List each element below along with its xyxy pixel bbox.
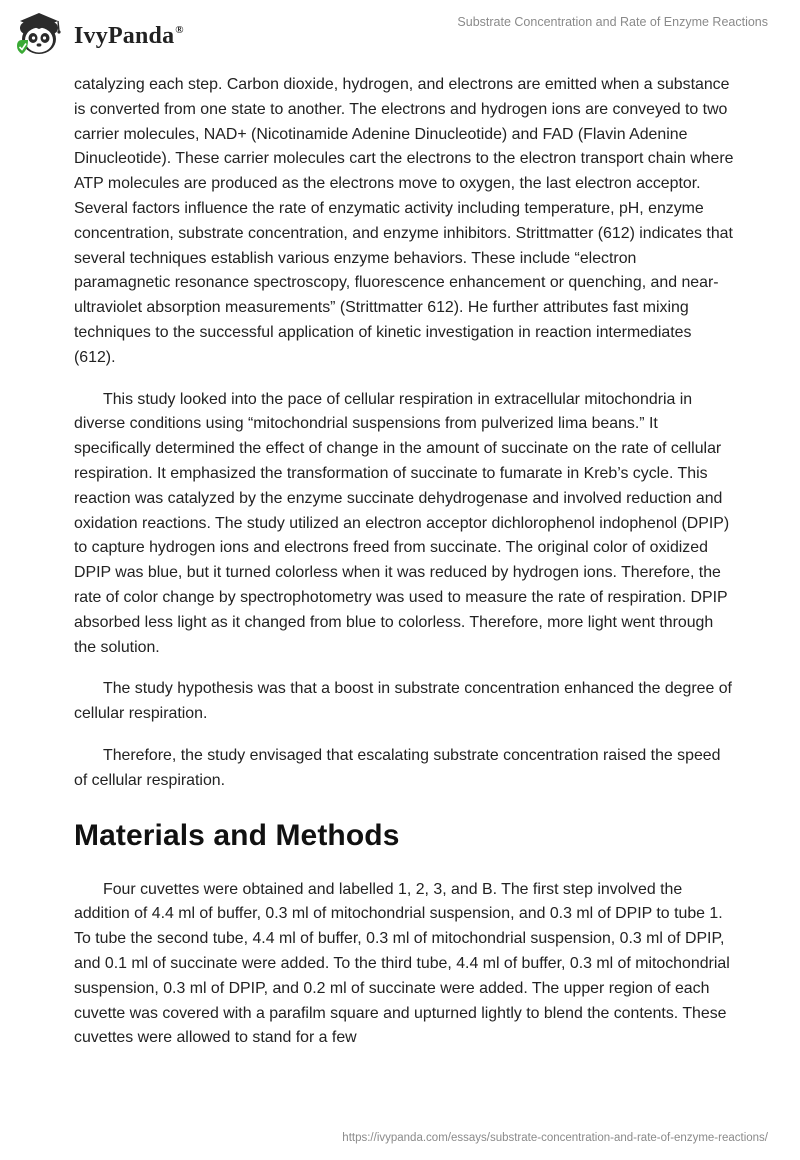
registered-mark: ® <box>175 23 184 36</box>
section-heading: Materials and Methods <box>74 818 400 852</box>
article-body <box>74 73 734 1068</box>
paragraph: The study hypothesis was that a boost in substrate concentration enhanced the degree of cellular respiration. <box>74 680 732 723</box>
running-title: Substrate Concentration and Rate of Enzyme Reactions <box>457 15 768 29</box>
brand-name: IvyPanda® <box>74 22 184 49</box>
paragraph: Therefore, the study envisaged that escalating substrate concentration raised the speed of cellular respiration. <box>74 746 721 789</box>
panda-mascot-icon <box>14 10 68 58</box>
paragraph: catalyzing each step. Carbon dioxide, hydrogen, and electrons are emitted when a substance is converted from one state to another. The electrons and hydrogen ions are conveyed to two carrier molecules, NAD+ (Nicotinamide Adenine Dinucleotide) and FAD (Flavin Adenine Dinucleotide). These carrier molecules cart the electrons to the electron transport chain where ATP molecules are produced as the electrons move to oxygen, the last electron acceptor. Several factors influence the rate of enzymatic activity including temperature, pH, enzyme concentration, substrate concentration, and enzyme inhibitors. Strittmatter (612) indicates that several techniques establish various enzyme behaviors. These include “electron paramagnetic resonance spectroscopy, fluorescence enhancement or quenching, and near-ultraviolet absorption measurements” (Strittmatter 612). He further attributes fast mixing techniques to the successful application of kinetic investigation in reaction intermediates (612). <box>74 76 734 366</box>
paragraph: Four cuvettes were obtained and labelled 1, 2, 3, and B. The first step involved the addition of 4.4 ml of buffer, 0.3 ml of mitochondrial suspension, and 0.3 ml of DPIP to tube 1. To tube the second tube, 4.4 ml of buffer, 0.3 ml of mitochondrial suspension, 0.3 ml of DPIP, and 0.1 ml of succinate were added. To the third tube, 4.4 ml of buffer, 0.3 ml of mitochondrial suspension, 0.3 ml of DPIP, and 0.2 ml of succinate were added. The upper region of each cuvette was covered with a parafilm square and upturned lightly to blend the contents. These cuvettes were allowed to stand for a few <box>74 880 730 1047</box>
page-header <box>0 0 800 70</box>
paragraph: This study looked into the pace of cellular respiration in extracellular mitochondria in diverse conditions using “mitochondrial suspensions from pulverized lima beans.” It specifically determined the effect of change in the amount of succinate on the rate of cellular respiration. It emphasized the transformation of succinate to fumarate in Kreb’s cycle. This reaction was catalyzed by the enzyme succinate dehydrogenase and involved reduction and oxidation reactions. The study utilized an electron acceptor dichlorophenol indophenol (DPIP) to capture hydrogen ions and electrons freed from succinate. The original color of oxidized DPIP was blue, but it turned colorless when it was reduced by hydrogen ions. Therefore, the rate of color change by spectrophotometry was used to measure the rate of respiration. DPIP absorbed less light as it changed from blue to colorless. Therefore, more light went through the solution. <box>74 390 730 656</box>
source-url[interactable]: https://ivypanda.com/essays/substrate-concentration-and-rate-of-enzyme-reactions/ <box>342 1132 768 1144</box>
brand-logo[interactable] <box>14 10 184 58</box>
